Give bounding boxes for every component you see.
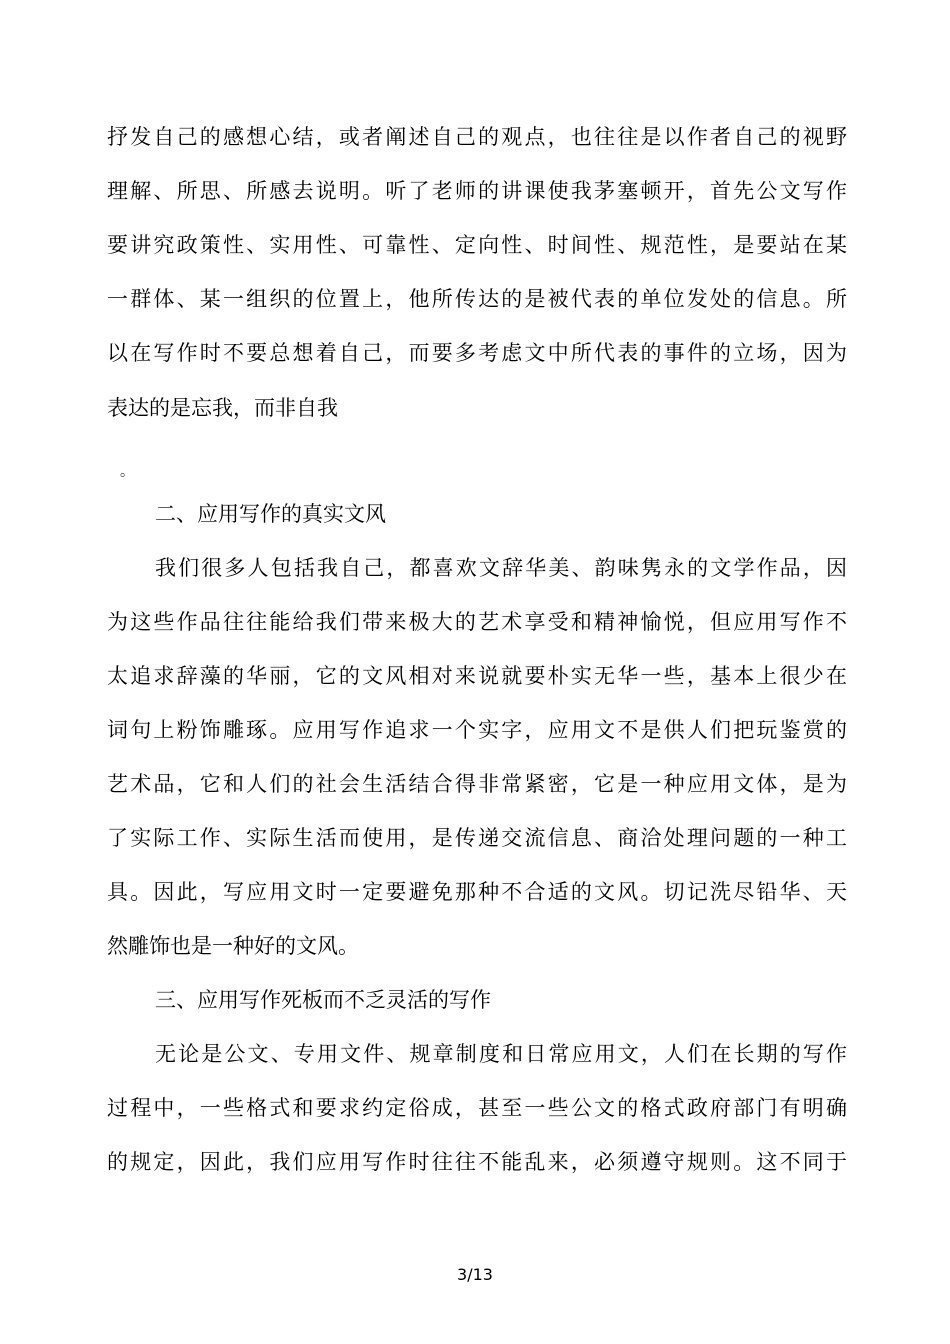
paragraph-2-line-2: 为这些作品往往能给我们带来极大的艺术享受和精神愉悦，但应用写作不 bbox=[107, 610, 847, 634]
paragraph-1-line-5: 以在写作时不要总想着自己，而要多考虑文中所代表的事件的立场，因为 bbox=[107, 341, 847, 365]
paragraph-3-line-2: 过程中，一些格式和要求约定俗成，甚至一些公文的格式政府部门有明确 bbox=[107, 1096, 847, 1120]
paragraph-3-line-3: 的规定，因此，我们应用写作时往往不能乱来，必须遵守规则。这不同于 bbox=[107, 1150, 847, 1174]
paragraph-2-line-3: 太追求辞藻的华丽，它的文风相对来说就要朴实无华一些，基本上很少在 bbox=[107, 664, 847, 688]
paragraph-2-line-8: 然雕饰也是一种好的文风。 bbox=[107, 934, 359, 958]
paragraph-2-line-7: 具。因此，写应用文时一定要避免那种不合适的文风。切记洗尽铅华、天 bbox=[107, 880, 847, 904]
paragraph-2-line-4: 词句上粉饰雕琢。应用写作追求一个实字，应用文不是供人们把玩鉴赏的 bbox=[107, 718, 847, 742]
section-heading-2: 二、应用写作的真实文风 bbox=[155, 502, 386, 526]
paragraph-2-line-5: 艺术品，它和人们的社会生活结合得非常紧密，它是一种应用文体，是为 bbox=[107, 772, 847, 796]
page-number: 3/13 bbox=[457, 1265, 493, 1284]
paragraph-1-line-2: 理解、所思、所感去说明。听了老师的讲课使我茅塞顿开，首先公文写作 bbox=[107, 179, 847, 203]
section-heading-3: 三、应用写作死板而不乏灵活的写作 bbox=[155, 988, 491, 1012]
stray-punctuation: 。 bbox=[120, 464, 134, 480]
paragraph-2-line-6: 了实际工作、实际生活而使用，是传递交流信息、商洽处理问题的一种工 bbox=[107, 826, 847, 850]
paragraph-3-line-1: 无论是公文、专用文件、规章制度和日常应用文，人们在长期的写作 bbox=[155, 1042, 847, 1066]
paragraph-1-line-1: 抒发自己的感想心结，或者阐述自己的观点，也往往是以作者自己的视野 bbox=[107, 125, 847, 149]
paragraph-1-line-4: 一群体、某一组织的位置上，他所传达的是被代表的单位发处的信息。所 bbox=[107, 287, 847, 311]
paragraph-1-line-6: 表达的是忘我，而非自我 bbox=[107, 396, 338, 420]
paragraph-2-line-1: 我们很多人包括我自己，都喜欢文辞华美、韵味隽永的文学作品，因 bbox=[155, 556, 847, 580]
paragraph-1-line-3: 要讲究政策性、实用性、可靠性、定向性、时间性、规范性，是要站在某 bbox=[107, 233, 847, 257]
